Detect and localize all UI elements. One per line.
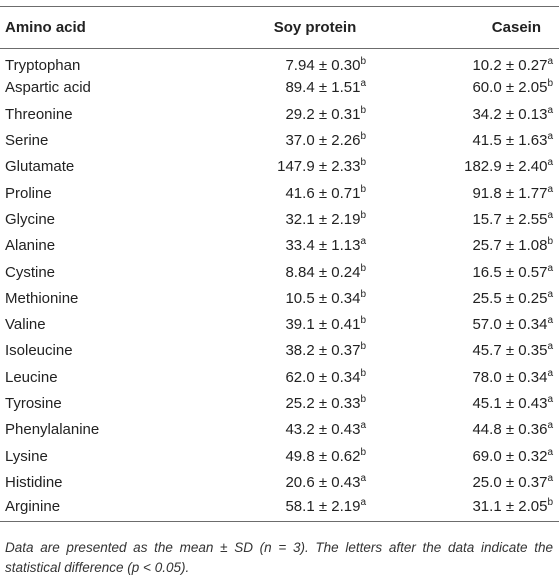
casein-cell-value: 25.5 ± 0.25 — [472, 289, 548, 307]
amino-acid-name-value: Tyrosine — [5, 395, 62, 412]
amino-acid-name-value: Methionine — [5, 289, 79, 307]
soy-protein-cell-significance-letter: b — [360, 104, 366, 116]
casein-cell-value: 69.0 ± 0.32 — [472, 447, 548, 465]
casein-cell-significance-letter: a — [547, 446, 553, 458]
casein-cell — [380, 364, 559, 390]
amino-acid-name-value: Phenylalanine — [5, 421, 100, 439]
table-row — [0, 390, 559, 416]
casein-cell-significance-letter: a — [547, 288, 553, 300]
soy-protein-cell-value: 41.6 ± 0.71 — [285, 184, 361, 202]
casein-cell-value: 15.7 ± 2.55 — [472, 210, 548, 228]
soy-protein-cell-value: 43.2 ± 0.43 — [285, 421, 361, 439]
amino-acid-name — [0, 154, 190, 180]
table-row — [0, 233, 559, 259]
soy-protein-cell — [190, 390, 380, 416]
casein-cell — [380, 496, 559, 522]
table-row — [0, 338, 559, 364]
soy-protein-cell-significance-letter: b — [360, 341, 366, 353]
amino-acid-name — [0, 469, 190, 495]
table-row — [0, 443, 559, 469]
soy-protein-cell-value: 7.94 ± 0.30 — [285, 57, 361, 75]
soy-protein-cell-significance-letter: b — [360, 157, 366, 169]
table-row — [0, 285, 559, 311]
soy-protein-cell — [190, 285, 380, 311]
casein-cell-significance-letter: a — [547, 472, 553, 484]
casein-cell-value: 91.8 ± 1.77 — [472, 184, 548, 202]
table-row — [0, 259, 559, 285]
amino-acid-name — [0, 233, 190, 259]
casein-cell — [380, 311, 559, 337]
casein-cell-significance-letter: b — [547, 496, 553, 508]
soy-protein-cell — [190, 469, 380, 495]
amino-acid-name — [0, 390, 190, 416]
casein-cell-significance-letter: a — [547, 183, 553, 195]
casein-cell — [380, 180, 559, 206]
soy-protein-cell — [190, 259, 380, 285]
soy-protein-cell-significance-letter: a — [360, 472, 366, 484]
casein-cell-value: 45.1 ± 0.43 — [472, 395, 548, 412]
amino-acid-name — [0, 75, 190, 101]
amino-acid-name — [0, 127, 190, 153]
casein-cell — [380, 127, 559, 153]
casein-cell-significance-letter: a — [547, 131, 553, 143]
amino-acid-name — [0, 206, 190, 232]
casein-cell-significance-letter: a — [547, 315, 553, 327]
amino-acid-name-value: Histidine — [5, 473, 63, 491]
casein-cell-value: 10.2 ± 0.27 — [472, 57, 548, 75]
soy-protein-cell-significance-letter: b — [360, 183, 366, 195]
amino-acid-name — [0, 180, 190, 206]
casein-cell-significance-letter: a — [547, 341, 553, 353]
casein-cell — [380, 49, 559, 75]
soy-protein-cell-significance-letter: a — [360, 78, 366, 90]
casein-cell-significance-letter: a — [547, 157, 553, 169]
table-row — [0, 417, 559, 443]
soy-protein-cell — [190, 233, 380, 259]
amino-acid-name-value: Arginine — [5, 497, 61, 515]
casein-cell-value: 25.7 ± 1.08 — [472, 237, 548, 255]
soy-protein-cell-significance-letter: b — [360, 56, 366, 68]
soy-protein-cell-significance-letter: a — [360, 496, 366, 508]
soy-protein-cell-significance-letter: a — [360, 420, 366, 432]
casein-cell-value: 45.7 ± 0.35 — [472, 342, 548, 360]
soy-protein-cell — [190, 443, 380, 469]
casein-cell — [380, 75, 559, 101]
table-row — [0, 311, 559, 337]
soy-protein-cell — [190, 338, 380, 364]
amino-acid-name — [0, 364, 190, 390]
casein-cell-significance-letter: a — [547, 104, 553, 116]
amino-acid-name-value: Threonine — [5, 105, 73, 123]
casein-cell-value: 57.0 ± 0.34 — [472, 316, 548, 334]
amino-acid-name — [0, 285, 190, 311]
casein-cell-value: 16.5 ± 0.57 — [472, 263, 548, 281]
casein-cell-significance-letter: a — [547, 56, 553, 68]
soy-protein-cell-value: 49.8 ± 0.62 — [285, 447, 361, 465]
amino-acid-name — [0, 101, 190, 127]
casein-cell-value: 78.0 ± 0.34 — [472, 368, 548, 386]
soy-protein-cell-value: 29.2 ± 0.31 — [285, 105, 361, 123]
soy-protein-cell-value: 37.0 ± 2.26 — [285, 132, 361, 150]
soy-protein-cell — [190, 364, 380, 390]
soy-protein-cell — [190, 206, 380, 232]
casein-cell-significance-letter: a — [547, 394, 553, 405]
soy-protein-cell — [190, 311, 380, 337]
casein-cell-significance-letter: a — [547, 209, 553, 221]
soy-protein-cell — [190, 417, 380, 443]
casein-cell-significance-letter: b — [547, 78, 553, 90]
amino-acid-name-value: Cystine — [5, 263, 56, 281]
soy-protein-cell-value: 38.2 ± 0.37 — [285, 342, 361, 360]
casein-cell — [380, 443, 559, 469]
table-row — [0, 127, 559, 153]
casein-cell — [380, 101, 559, 127]
amino-acid-name-value: Serine — [5, 132, 49, 150]
table-footnote: Data are presented as the mean ± SD (n = 3). The letters after the data indicate the statistical difference (p < 0.05). — [5, 540, 553, 575]
amino-acid-name-value: Aspartic acid — [5, 79, 91, 97]
soy-protein-cell-significance-letter: b — [360, 131, 366, 143]
amino-acid-name — [0, 338, 190, 364]
soy-protein-cell-value: 89.4 ± 1.51 — [285, 79, 361, 97]
casein-cell-value: 44.8 ± 0.36 — [472, 421, 548, 439]
casein-cell-value: 31.1 ± 2.05 — [472, 497, 548, 515]
table-row — [0, 206, 559, 232]
amino-acid-name-value: Leucine — [5, 368, 58, 386]
soy-protein-cell-value: 33.4 ± 1.13 — [285, 237, 361, 255]
soy-protein-cell-significance-letter: b — [360, 209, 366, 221]
amino-acid-table — [0, 6, 559, 522]
soy-protein-cell — [190, 154, 380, 180]
soy-protein-cell-value: 39.1 ± 0.41 — [285, 316, 361, 334]
casein-cell — [380, 469, 559, 495]
casein-cell-significance-letter: a — [547, 420, 553, 432]
casein-cell-significance-letter: a — [547, 367, 553, 379]
table-row — [0, 49, 559, 75]
column-header-soy-protein: Soy protein — [190, 7, 380, 49]
soy-protein-cell-value: 8.84 ± 0.24 — [285, 263, 361, 281]
soy-protein-cell — [190, 101, 380, 127]
amino-acid-name — [0, 311, 190, 337]
casein-cell — [380, 338, 559, 364]
casein-cell-value: 182.9 ± 2.40 — [464, 158, 548, 176]
soy-protein-cell-value: 58.1 ± 2.19 — [285, 497, 361, 515]
casein-cell-value: 41.5 ± 1.63 — [472, 132, 548, 150]
table-row — [0, 154, 559, 180]
amino-acid-name-value: Glutamate — [5, 158, 75, 176]
soy-protein-cell — [190, 49, 380, 75]
casein-cell-value: 25.0 ± 0.37 — [472, 473, 548, 491]
table-row — [0, 180, 559, 206]
column-header-casein: Casein — [380, 7, 559, 49]
amino-acid-name — [0, 259, 190, 285]
soy-protein-cell — [190, 496, 380, 522]
soy-protein-cell-significance-letter: b — [360, 315, 366, 327]
soy-protein-cell-value: 25.2 ± 0.33 — [285, 395, 361, 412]
soy-protein-cell-significance-letter: b — [360, 367, 366, 379]
table-row — [0, 75, 559, 101]
amino-acid-name-value: Valine — [5, 316, 46, 334]
casein-cell — [380, 259, 559, 285]
soy-protein-cell-value: 147.9 ± 2.33 — [277, 158, 361, 176]
soy-protein-cell — [190, 180, 380, 206]
amino-acid-name-value: Lysine — [5, 447, 48, 465]
casein-cell — [380, 285, 559, 311]
soy-protein-cell — [190, 75, 380, 101]
amino-acid-name-value: Proline — [5, 184, 52, 202]
amino-acid-name — [0, 417, 190, 443]
soy-protein-cell-value: 32.1 ± 2.19 — [285, 210, 361, 228]
soy-protein-cell-significance-letter: b — [360, 288, 366, 300]
table-row — [0, 496, 559, 522]
soy-protein-cell-value: 62.0 ± 0.34 — [285, 368, 361, 386]
table-body — [0, 49, 559, 522]
casein-cell-value: 60.0 ± 2.05 — [472, 79, 548, 97]
soy-protein-cell-value: 20.6 ± 0.43 — [285, 473, 361, 491]
table-row — [0, 101, 559, 127]
soy-protein-cell-significance-letter: b — [360, 394, 366, 405]
amino-acid-name-value: Tryptophan — [5, 57, 81, 75]
casein-cell — [380, 154, 559, 180]
casein-cell — [380, 206, 559, 232]
casein-cell — [380, 417, 559, 443]
table-row — [0, 469, 559, 495]
casein-cell — [380, 233, 559, 259]
amino-acid-name — [0, 49, 190, 75]
soy-protein-cell — [190, 127, 380, 153]
soy-protein-cell-significance-letter: b — [360, 262, 366, 274]
soy-protein-cell-significance-letter: b — [360, 446, 366, 458]
casein-cell-significance-letter: a — [547, 262, 553, 274]
column-header-amino-acid: Amino acid — [0, 7, 190, 49]
casein-cell-value: 34.2 ± 0.13 — [472, 105, 548, 123]
amino-acid-name — [0, 496, 190, 522]
table-row — [0, 364, 559, 390]
header-row — [0, 7, 559, 49]
casein-cell-significance-letter: b — [547, 236, 553, 248]
amino-acid-name-value: Isoleucine — [5, 342, 73, 360]
amino-acid-name — [0, 443, 190, 469]
soy-protein-cell-significance-letter: a — [360, 236, 366, 248]
amino-acid-name-value: Glycine — [5, 210, 56, 228]
amino-acid-name-value: Alanine — [5, 237, 56, 255]
casein-cell — [380, 390, 559, 416]
soy-protein-cell-value: 10.5 ± 0.34 — [285, 289, 361, 307]
